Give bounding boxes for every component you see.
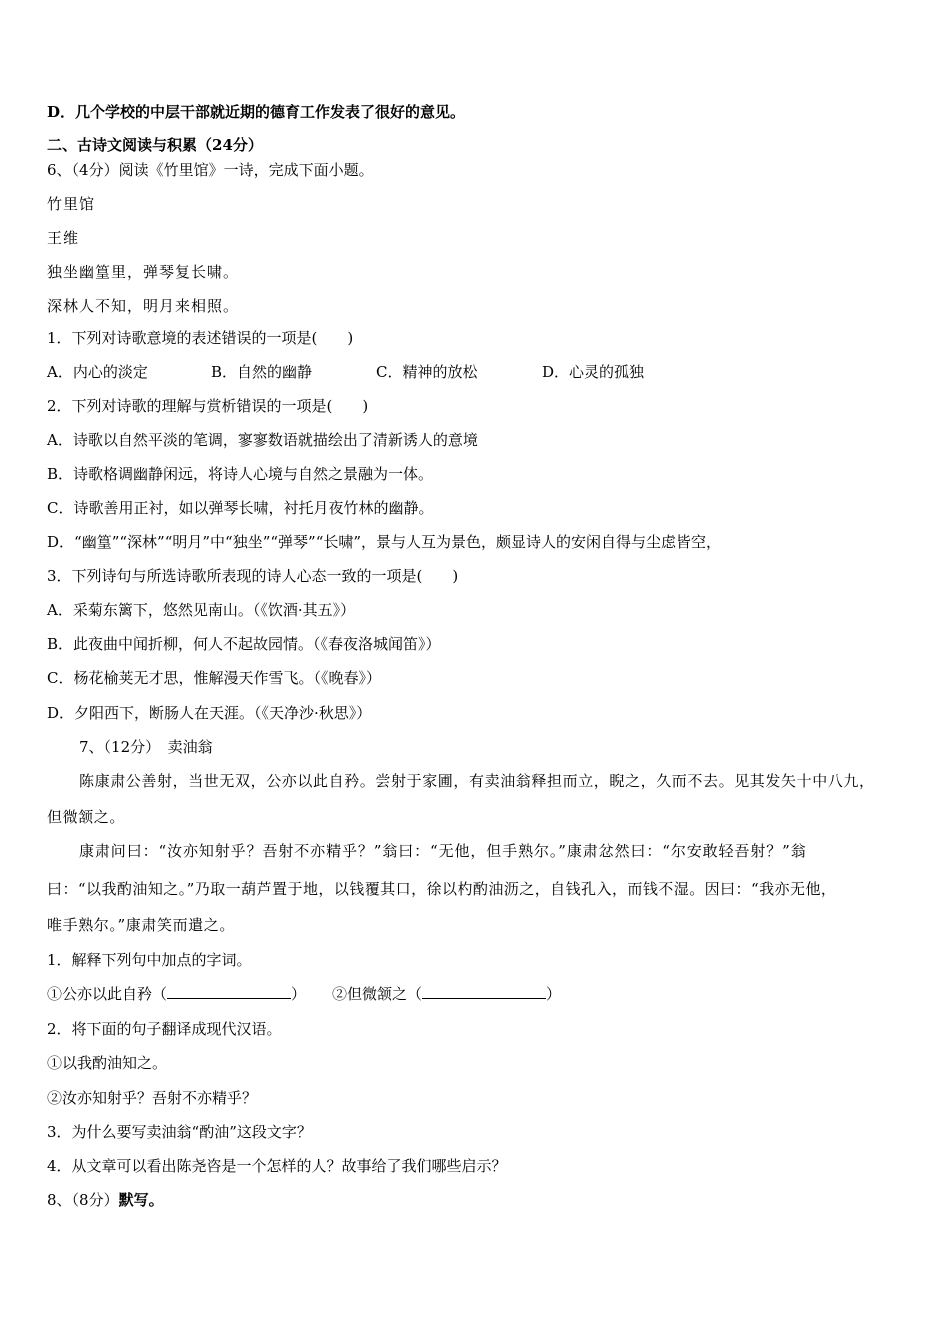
poem-author: 王维 (47, 229, 80, 247)
q6-sub1-option-b: B．自然的幽静 (211, 363, 313, 381)
q6-sub2-option-d: D．“幽篁”“深林”“明月”中“独坐”“弹琴”“长啸”，景与人互为景色，颇显诗人的安闲自得与尘虑皆空， (47, 533, 722, 551)
q6-intro: 6、（4分）阅读《竹里馆》一诗，完成下面小题。 (47, 161, 374, 179)
q7-sub1-question: 1．解释下列句中加点的字词。 (47, 951, 252, 969)
q7-para2-line3: 唯手熟尔。”康肃笑而遣之。 (47, 916, 235, 934)
q7-sub3-question: 3．为什么要写卖油翁“酌油”这段文字？ (47, 1123, 312, 1141)
q6-sub2-option-a: A．诗歌以自然平淡的笔调，寥寥数语就描绘出了清新诱人的意境 (47, 431, 478, 449)
q7-para2-line1: 康肃问曰：“汝亦知射乎？吾射不亦精乎？”翁曰：“无他，但手熟尔。”康肃忿然曰：“尔安敢轻吾射？”翁 (79, 842, 807, 860)
q7-para1-line1: 陈康肃公善射，当世无双，公亦以此自矜。尝射于家圃，有卖油翁释担而立，睨之，久而不去。见其发矢十中八九， (79, 772, 875, 790)
q7-sub1-item1-suffix: ） (291, 985, 307, 1003)
poem-title: 竹里馆 (47, 195, 96, 213)
q7-sub2-item1: ①以我酌油知之。 (47, 1054, 168, 1072)
q6-sub1-options (47, 362, 747, 382)
section2-title: 二、古诗文阅读与积累（24分） (47, 136, 263, 154)
q7-heading: 7、（12分） 卖油翁 (79, 738, 213, 756)
q8-heading (47, 1190, 164, 1210)
q8-prefix: 8、（8分） (47, 1191, 119, 1209)
q5-option-d: D．几个学校的中层干部就近期的德育工作发表了很好的意见。 (47, 103, 466, 121)
q7-sub1-item2-suffix: ） (546, 985, 562, 1003)
poem-line-2: 深林人不知，明月来相照。 (47, 297, 240, 315)
q7-sub1-item2-prefix: ②但微颔之（ (332, 985, 423, 1003)
q6-sub3-option-a: A．采菊东篱下，悠然见南山。（《饮酒·其五》） (47, 601, 356, 619)
poem-line-1: 独坐幽篁里，弹琴复长啸。 (47, 263, 240, 281)
q7-sub1-answer-blank-2[interactable] (422, 984, 546, 999)
q7-sub2-item2: ②汝亦知射乎？吾射不亦精乎？ (47, 1089, 258, 1107)
q7-sub2-question: 2．将下面的句子翻译成现代汉语。 (47, 1020, 282, 1038)
q6-sub2-option-b: B．诗歌格调幽静闲远，将诗人心境与自然之景融为一体。 (47, 465, 434, 483)
q6-sub1-question: 1．下列对诗歌意境的表述错误的一项是( ) (47, 329, 354, 347)
q6-sub3-option-c: C．杨花榆荚无才思，惟解漫天作雪飞。（《晚春》） (47, 669, 381, 687)
q6-sub2-question: 2．下列对诗歌的理解与赏析错误的一项是( ) (47, 397, 369, 415)
q6-sub3-option-b: B．此夜曲中闻折柳，何人不起故园情。（《春夜洛城闻笛》） (47, 635, 441, 653)
q6-sub3-option-d: D．夕阳西下，断肠人在天涯。（《天净沙·秋思》） (47, 704, 372, 722)
q6-sub1-option-c: C．精神的放松 (376, 363, 478, 381)
q6-sub3-question: 3．下列诗句与所选诗歌所表现的诗人心态一致的一项是( ) (47, 567, 459, 585)
q6-sub1-option-d: D．心灵的孤独 (542, 363, 645, 381)
q7-sub1-items (47, 984, 561, 1004)
q7-para1-line2: 但微颔之。 (47, 808, 126, 826)
q6-sub1-option-a: A．内心的淡定 (47, 363, 148, 381)
q7-para2-line2: 曰：“以我酌油知之。”乃取一葫芦置于地，以钱覆其口，徐以杓酌油沥之，自钱孔入，而钱不湿。因曰：“我亦无他， (47, 880, 837, 898)
q7-sub1-item1-prefix: ①公亦以此自矜（ (47, 985, 168, 1003)
q7-sub4-question: 4．从文章可以看出陈尧咨是一个怎样的人？故事给了我们哪些启示？ (47, 1157, 507, 1175)
q7-sub1-answer-blank-1[interactable] (167, 984, 291, 999)
q6-sub2-option-c: C．诗歌善用正衬，如以弹琴长啸，衬托月夜竹林的幽静。 (47, 499, 434, 517)
q8-title: 默写。 (118, 1191, 164, 1209)
